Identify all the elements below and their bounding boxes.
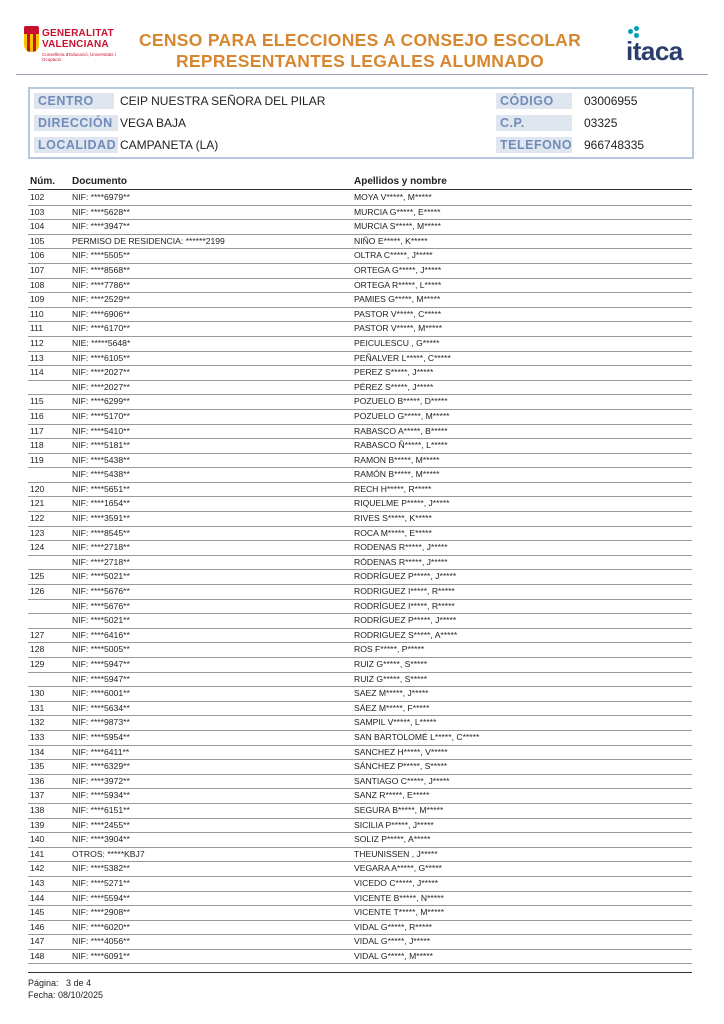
row-name: RAMÓN B*****, M***** (354, 469, 440, 480)
row-number: 111 (30, 323, 44, 334)
row-document: NIF: ****5947** (72, 673, 130, 684)
row-name: SOLIZ P*****, A***** (354, 834, 431, 845)
row-number: 123 (30, 527, 45, 538)
table-row (28, 454, 692, 469)
table-row (28, 293, 692, 308)
localidad-value: CAMPANETA (LA) (120, 138, 219, 152)
row-name: POZUELO G*****, M***** (354, 410, 450, 421)
row-document: NIF: ****1654** (72, 498, 130, 509)
row-number: 146 (30, 921, 45, 932)
row-document: NIF: ****7786** (72, 279, 130, 290)
row-document: NIF: ****5651** (72, 483, 130, 494)
row-number: 132 (30, 717, 45, 728)
row-document: PERMISO DE RESIDENCIA: ******2199 (72, 235, 225, 246)
row-number: 131 (30, 702, 45, 713)
row-name: ROCA M*****, E***** (354, 527, 432, 538)
row-document: NIF: ****6299** (72, 396, 130, 407)
row-name: VICENTE T*****, M***** (354, 907, 445, 918)
row-name: VIDAL G*****, M***** (354, 950, 433, 961)
table-row (28, 935, 692, 950)
row-name: SÁEZ M*****, F***** (354, 702, 430, 713)
row-name: VICEDO C*****, J***** (354, 877, 439, 888)
table-row (28, 425, 692, 440)
row-number: 141 (30, 848, 45, 859)
row-name: PEICULESCU , G***** (354, 337, 440, 348)
row-number: 138 (30, 804, 45, 815)
row-name: RUIZ G*****, S***** (354, 673, 428, 684)
row-number: 104 (30, 221, 45, 232)
row-name: SEGURA B*****, M***** (354, 804, 444, 815)
row-name: SANZ R*****, E***** (354, 790, 430, 801)
table-row (28, 775, 692, 790)
table-row (28, 570, 692, 585)
row-number: 126 (30, 586, 45, 597)
row-name: SICILIA P*****, J***** (354, 819, 434, 830)
row-document: NIF: ****5947** (72, 659, 130, 669)
row-name: RODRÍGUEZ P*****, J***** (354, 615, 457, 626)
row-number: 117 (30, 425, 44, 436)
table-row (28, 220, 692, 235)
row-document: NIF: ****8568** (72, 264, 130, 275)
row-document: NIF: ****4056** (72, 936, 130, 947)
table-row (28, 687, 692, 702)
page-value: 3 de 4 (66, 978, 92, 988)
print-date: Fecha: 08/10/2025 (28, 990, 104, 1000)
row-document: NIF: ****6979** (72, 192, 130, 202)
row-name: POZUELO B*****, D***** (354, 396, 448, 407)
table-row (28, 950, 692, 965)
footer-divider (28, 972, 692, 973)
table-row (28, 381, 692, 396)
row-document: NIF: ****6001** (72, 688, 130, 699)
row-document: NIF: ****5271** (72, 877, 130, 888)
row-name: RIQUELME P*****, J***** (354, 498, 450, 509)
row-number: 148 (30, 950, 45, 961)
row-number: 120 (30, 483, 45, 494)
row-name: RUIZ G*****, S***** (354, 659, 428, 669)
table-row (28, 366, 692, 381)
table-row (28, 395, 692, 410)
table-row (28, 731, 692, 746)
row-document: NIF: ****5170** (72, 410, 130, 421)
row-name: RIVES S*****, K***** (354, 513, 432, 524)
row-number: 119 (30, 454, 44, 465)
table-row (28, 468, 692, 483)
row-name: MURCIA S*****, M***** (354, 221, 441, 232)
row-document: NIF: ****5021** (72, 571, 130, 582)
row-document: NIF: ****9873** (72, 717, 130, 728)
row-number: 118 (30, 440, 44, 451)
gva-name-line1: GENERALITAT (42, 28, 114, 39)
table-row (28, 906, 692, 921)
row-document: NIF: ****6411** (72, 746, 130, 757)
row-document: NIF: ****2027** (72, 367, 130, 378)
table-row (28, 819, 692, 834)
row-name: ORTEGA G*****, J***** (354, 264, 442, 275)
row-number: 108 (30, 279, 45, 290)
table-row (28, 804, 692, 819)
row-name: MURCIA G*****, E***** (354, 206, 441, 217)
telefono-label: TELEFONO (496, 137, 572, 153)
row-document: NIF: ****6906** (72, 308, 130, 319)
row-document: NIF: ****5505** (72, 250, 130, 261)
cp-value: 03325 (584, 116, 618, 130)
row-name: RABASCO A*****, B***** (354, 425, 448, 436)
row-number: 105 (30, 235, 45, 246)
table-row (28, 512, 692, 527)
row-name: SANCHEZ H*****, V***** (354, 746, 448, 757)
row-name: SAMPIL V*****, L***** (354, 717, 437, 728)
row-number: 130 (30, 688, 45, 699)
telefono-value: 966748335 (584, 138, 645, 152)
row-document: NIF: ****5676** (72, 600, 130, 611)
row-number: 102 (30, 192, 45, 202)
table-row (28, 848, 692, 863)
row-document: NIF: ****5594** (72, 892, 130, 903)
document-title (110, 30, 610, 72)
row-name: VIDAL G*****, J***** (354, 936, 431, 947)
census-table (28, 191, 692, 964)
row-document: NIF: ****5634** (72, 702, 130, 713)
page-label: Página: (28, 978, 59, 988)
table-row (28, 643, 692, 658)
row-name: PEÑALVER L*****, C***** (354, 352, 451, 363)
row-document: NIF: ****5382** (72, 863, 130, 874)
row-number: 125 (30, 571, 45, 582)
row-document: OTROS: *****KBJ7 (72, 848, 145, 859)
row-document: NIF: ****6105** (72, 352, 130, 363)
row-document: NIF: ****2908** (72, 907, 130, 918)
row-document: NIF: ****2027** (72, 381, 130, 392)
row-document: NIF: ****6151** (72, 804, 130, 815)
row-number: 124 (30, 542, 45, 553)
row-number: 107 (30, 264, 45, 275)
table-row (28, 746, 692, 761)
table-header-divider (28, 189, 692, 190)
generalitat-logo (24, 26, 124, 66)
row-number: 136 (30, 775, 45, 786)
header-documento: Documento (72, 176, 127, 187)
row-name: ROS F*****, P***** (354, 644, 425, 655)
table-row (28, 206, 692, 221)
row-document: NIF: ****5438** (72, 454, 130, 465)
gva-department: Conselleria d'Educació, Universitats i Ocupació (42, 52, 116, 62)
row-number: 129 (30, 659, 45, 669)
table-row (28, 892, 692, 907)
row-name: SAEZ M*****, J***** (354, 688, 429, 699)
header-divider (16, 74, 708, 75)
table-row (28, 716, 692, 731)
cp-label: C.P. (496, 115, 572, 131)
row-document: NIF: ****5934** (72, 790, 130, 801)
centro-value: CEIP NUESTRA SEÑORA DEL PILAR (120, 94, 326, 108)
row-number: 147 (30, 936, 45, 947)
row-number: 122 (30, 513, 45, 524)
table-row (28, 556, 692, 571)
table-row (28, 439, 692, 454)
table-row (28, 600, 692, 615)
row-document: NIF: ****6091** (72, 950, 130, 961)
direccion-label: DIRECCIÓN (34, 115, 118, 131)
row-name: OLTRA C*****, J***** (354, 250, 433, 261)
row-name: VEGARA A*****, G***** (354, 863, 442, 874)
row-document: NIF: ****5021** (72, 615, 130, 626)
row-number: 114 (30, 367, 44, 378)
row-number: 133 (30, 731, 45, 742)
row-number: 121 (30, 498, 45, 509)
table-row (28, 833, 692, 848)
row-document: NIF: ****5438** (72, 469, 130, 480)
itaca-logo (626, 26, 696, 70)
row-number: 116 (30, 410, 44, 421)
row-number: 103 (30, 206, 45, 217)
row-document: NIF: ****3947** (72, 221, 130, 232)
row-document: NIF: ****6170** (72, 323, 130, 334)
row-name: SAN BARTOLOMÉ L*****, C***** (354, 731, 480, 742)
row-number: 137 (30, 790, 45, 801)
row-document: NIF: ****3904** (72, 834, 130, 845)
row-document: NIF: ****5181** (72, 440, 130, 451)
table-row (28, 673, 692, 688)
row-document: NIF: ****8545** (72, 527, 130, 538)
row-number: 127 (30, 629, 45, 640)
row-number: 139 (30, 819, 45, 830)
table-row (28, 483, 692, 498)
row-number: 109 (30, 294, 45, 305)
table-row (28, 322, 692, 337)
row-number: 115 (30, 396, 44, 407)
row-number: 110 (30, 308, 44, 319)
page-header (0, 0, 724, 78)
row-document: NIF: ****6020** (72, 921, 130, 932)
row-document: NIF: ****3972** (72, 775, 130, 786)
table-row (28, 614, 692, 629)
row-number: 140 (30, 834, 45, 845)
row-name: RODENAS R*****, J***** (354, 542, 448, 553)
row-document: NIF: ****5628** (72, 206, 130, 217)
table-row (28, 352, 692, 367)
row-number: 112 (30, 337, 44, 348)
title-line-1: CENSO PARA ELECCIONES A CONSEJO ESCOLAR (138, 30, 582, 50)
row-name: THEUNISSEN , J***** (354, 848, 438, 859)
row-name: RODRIGUEZ I*****, R***** (354, 586, 455, 597)
table-row (28, 629, 692, 644)
header-apellidos-nombre: Apellidos y nombre (354, 176, 447, 187)
table-row (28, 541, 692, 556)
table-row (28, 497, 692, 512)
row-document: NIE: *****5648* (72, 337, 131, 348)
row-name: RODRIGUEZ S*****, A***** (354, 629, 458, 640)
table-row (28, 249, 692, 264)
row-name: NIÑO E*****, K***** (354, 235, 428, 246)
row-number: 113 (30, 352, 44, 363)
header-num: Núm. (30, 176, 55, 187)
row-document: NIF: ****3591** (72, 513, 130, 524)
table-row (28, 789, 692, 804)
row-number: 142 (30, 863, 45, 874)
table-row (28, 279, 692, 294)
table-row (28, 702, 692, 717)
row-document: NIF: ****5676** (72, 586, 130, 597)
row-name: SÁNCHEZ P*****, S***** (354, 761, 448, 772)
table-row (28, 235, 692, 250)
table-row (28, 658, 692, 673)
table-row (28, 337, 692, 352)
row-name: RODRÍGUEZ P*****, J***** (354, 571, 457, 582)
row-document: NIF: ****5410** (72, 425, 130, 436)
table-row (28, 308, 692, 323)
localidad-label: LOCALIDAD (34, 137, 118, 153)
row-number: 135 (30, 761, 45, 772)
centro-label: CENTRO (34, 93, 114, 109)
row-document: NIF: ****2718** (72, 542, 130, 553)
row-name: VIDAL G*****, R***** (354, 921, 433, 932)
table-row (28, 760, 692, 775)
coat-of-arms-icon (24, 26, 39, 56)
row-number: 128 (30, 644, 45, 655)
row-name: PEREZ S*****, J***** (354, 367, 434, 378)
table-row (28, 585, 692, 600)
row-name: VICENTE B*****, N***** (354, 892, 444, 903)
row-name: RABASCO Ñ*****, L***** (354, 440, 448, 451)
row-name: ORTEGA R*****, L***** (354, 279, 442, 290)
title-line-2: REPRESENTANTES LEGALES ALUMNADO (175, 51, 545, 71)
row-name: RECH H*****, R***** (354, 483, 432, 494)
table-row (28, 877, 692, 892)
row-name: SANTIAGO C*****, J***** (354, 775, 450, 786)
row-document: NIF: ****5954** (72, 731, 130, 742)
row-name: PASTOR V*****, C***** (354, 308, 442, 319)
row-name: RAMON B*****, M***** (354, 454, 440, 465)
row-name: PÉREZ S*****, J***** (354, 381, 434, 392)
direccion-value: VEGA BAJA (120, 116, 187, 130)
codigo-value: 03006955 (584, 94, 638, 108)
table-row (28, 410, 692, 425)
row-name: RODRÍGUEZ I*****, R***** (354, 600, 455, 611)
gva-name-line2: VALENCIANA (42, 39, 109, 50)
row-number: 143 (30, 877, 45, 888)
row-document: NIF: ****6416** (72, 629, 130, 640)
row-number: 134 (30, 746, 45, 757)
itaca-wordmark: itaca (626, 36, 683, 66)
row-document: NIF: ****2529** (72, 294, 130, 305)
row-name: MOYA V*****, M***** (354, 192, 432, 202)
codigo-label: CÓDIGO (496, 93, 572, 109)
row-number: 145 (30, 907, 45, 918)
table-row (28, 264, 692, 279)
table-row (28, 921, 692, 936)
row-document: NIF: ****6329** (72, 761, 130, 772)
table-row (28, 527, 692, 542)
page-indicator (28, 978, 91, 988)
table-row (28, 191, 692, 206)
row-document: NIF: ****2718** (72, 556, 130, 567)
row-name: PASTOR V*****, M***** (354, 323, 443, 334)
row-number: 144 (30, 892, 45, 903)
row-document: NIF: ****5005** (72, 644, 130, 655)
row-document: NIF: ****2455** (72, 819, 130, 830)
school-info-box (28, 87, 694, 159)
row-number: 106 (30, 250, 45, 261)
row-name: RÓDENAS R*****, J***** (354, 556, 448, 567)
table-row (28, 862, 692, 877)
row-name: PAMIES G*****, M***** (354, 294, 441, 305)
